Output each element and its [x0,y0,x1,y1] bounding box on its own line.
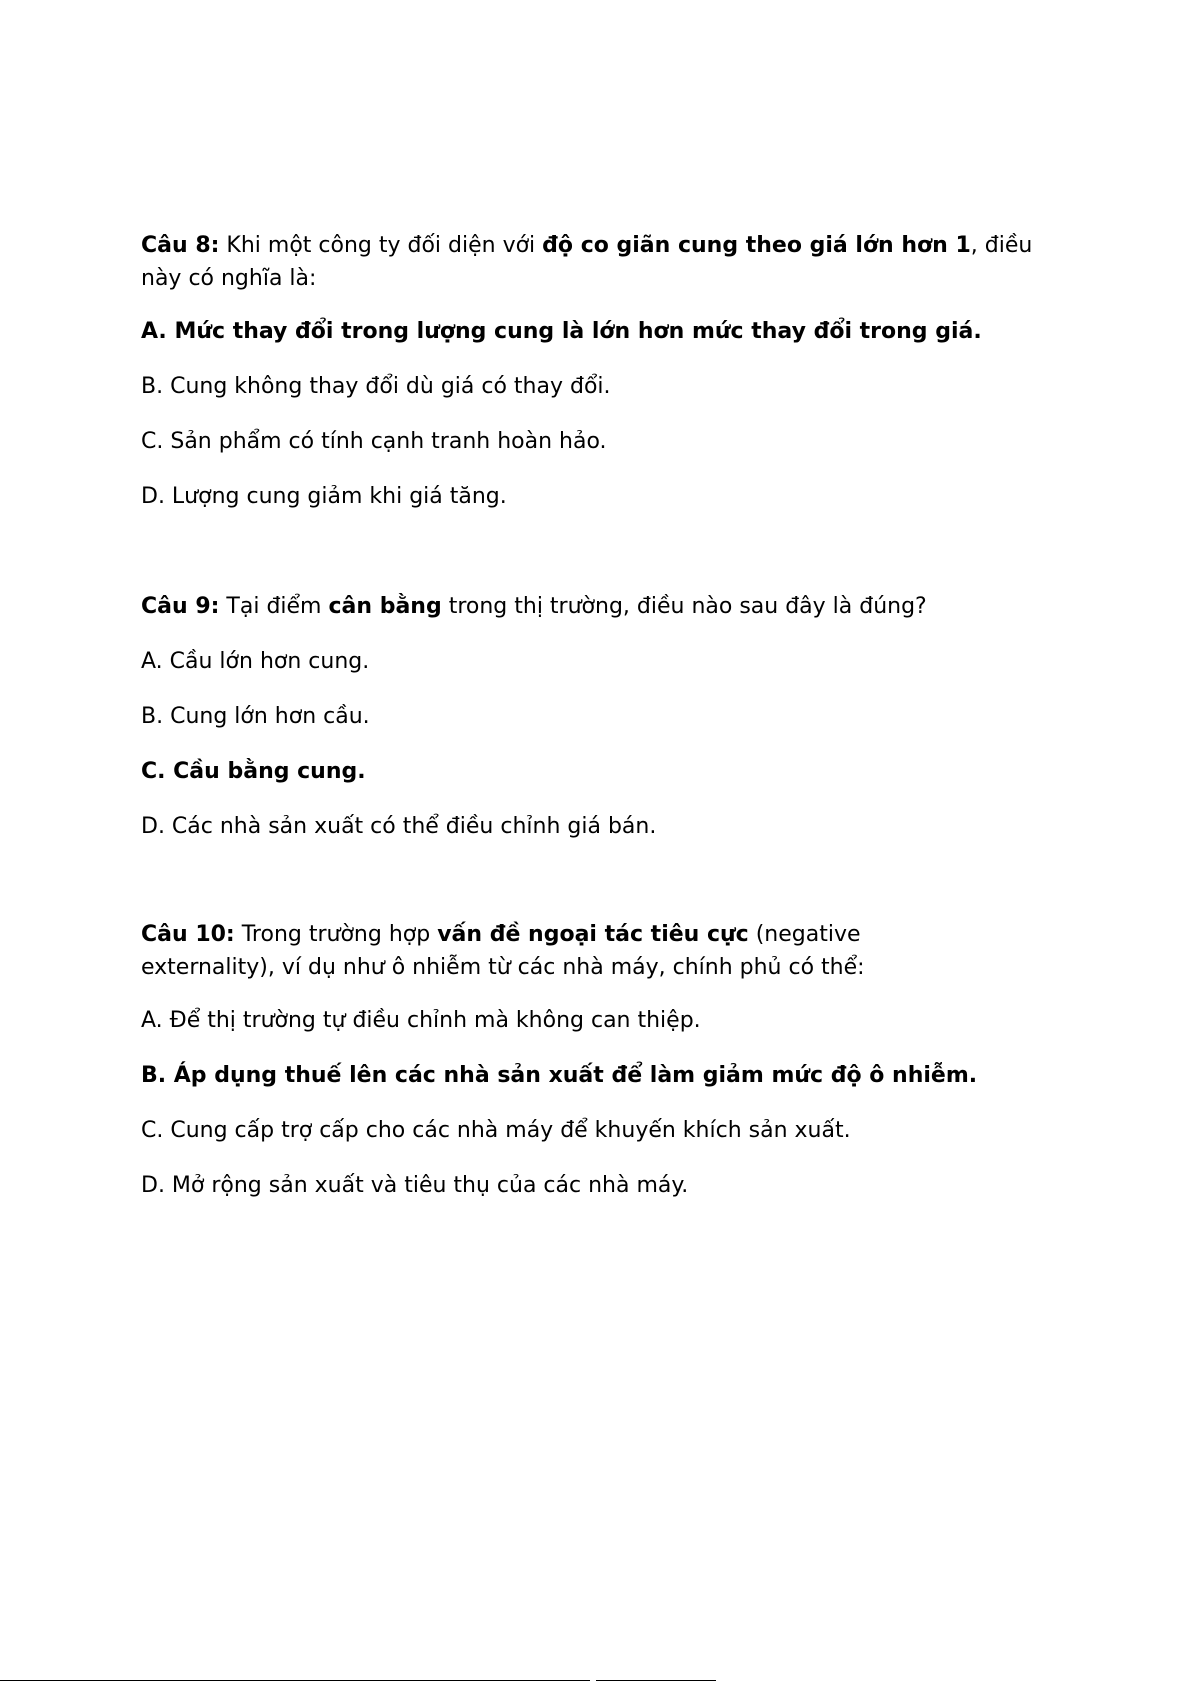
question-9-option-c: C. Cầu bằng cung. [141,759,366,784]
question-10-option-a: A. Để thị trường tự điều chỉnh mà không can thiệp. [141,1008,701,1033]
question-9-stem [141,590,1071,623]
question-10-stem [141,918,941,984]
question-9-stem-emphasis: cân bằng [328,594,442,619]
footer-rule-right [596,1680,716,1681]
question-9-option-d: D. Các nhà sản xuất có thể điều chỉnh giá bán. [141,814,657,839]
question-10-stem-text-end: (negative externality), ví dụ như ô nhiễm từ các nhà máy, chính phủ có thể: [141,922,865,980]
question-8-stem-text-end: , điều này có nghĩa là: [141,233,1033,291]
question-10-stem-text: Trong trường hợp [234,922,438,947]
question-8-option-a: A. Mức thay đổi trong lượng cung là lớn hơn mức thay đổi trong giá. [141,319,982,344]
question-10-option-b: B. Áp dụng thuế lên các nhà sản xuất để làm giảm mức độ ô nhiễm. [141,1063,978,1088]
question-8-stem-emphasis: độ co giãn cung theo giá lớn hơn 1 [542,233,971,258]
question-8-option-b: B. Cung không thay đổi dù giá có thay đổi. [141,374,611,399]
question-8-option-d: D. Lượng cung giảm khi giá tăng. [141,484,507,509]
question-10-stem-emphasis: vấn đề ngoại tác tiêu cực [437,922,749,947]
question-9-stem-text: Tại điểm [219,594,329,619]
question-8-label: Câu 8: [141,233,220,258]
question-10-label: Câu 10: [141,922,235,947]
question-9-label: Câu 9: [141,594,220,619]
question-9 [141,590,1071,839]
question-10-option-c: C. Cung cấp trợ cấp cho các nhà máy để khuyến khích sản xuất. [141,1118,851,1143]
question-9-option-b: B. Cung lớn hơn cầu. [141,704,370,729]
footer-rule-left [0,1680,590,1681]
question-8-stem [141,229,1061,295]
question-10 [141,918,1071,1198]
question-10-option-d: D. Mở rộng sản xuất và tiêu thụ của các nhà máy. [141,1173,689,1198]
question-9-stem-text-end: trong thị trường, điều nào sau đây là đúng? [441,594,927,619]
question-9-option-a: A. Cầu lớn hơn cung. [141,649,370,674]
question-8-option-c: C. Sản phẩm có tính cạnh tranh hoàn hảo. [141,429,607,454]
question-8 [141,229,1071,509]
question-8-stem-text: Khi một công ty đối diện với [219,233,543,258]
